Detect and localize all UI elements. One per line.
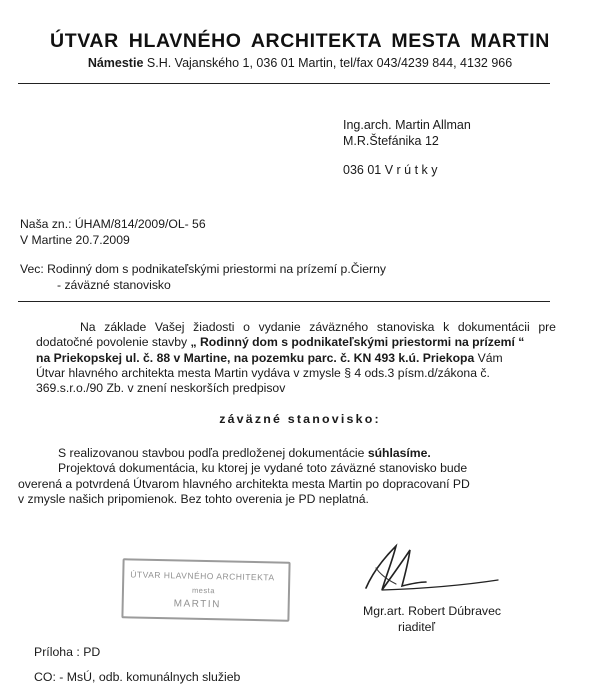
recipient-street: M.R.Štefánika 12 (343, 134, 439, 148)
decision-verdict: súhlasíme. (367, 446, 431, 460)
word: dokumentácii (457, 320, 530, 334)
decision-line-1 (18, 446, 558, 461)
word: vydanie (258, 320, 301, 334)
stamp-line-2: mesta (191, 585, 216, 596)
word: základe (104, 320, 147, 334)
decision-text: S realizovanou stavbou podľa predloženej dokumentácie (58, 446, 368, 460)
body-line-3 (36, 351, 556, 366)
word: žiadosti (193, 320, 235, 334)
letterhead-title: ÚTVAR HLAVNÉHO ARCHITEKTA MESTA MARTIN (50, 30, 550, 52)
project-location: na Priekopskej ul. č. 88 v Martine, na pozemku parc. č. KN 493 k.ú. Priekopa (36, 350, 475, 365)
body-text: Vám (474, 350, 503, 365)
subject-line: Vec: Rodinný dom s podnikateľskými priestormi na prízemí p.Čierny (20, 262, 386, 276)
body-line-5: 369.s.r.o./90 Zb. v znení neskorších predpisov (36, 381, 286, 396)
signatory-name: Mgr.art. Robert Dúbravec (363, 604, 502, 618)
letterhead-address (0, 56, 600, 70)
address-street-label: Námestie (87, 56, 144, 70)
attachment-note: Príloha : PD (34, 645, 101, 659)
body-paragraph (36, 320, 556, 396)
word: Vašej (154, 320, 185, 334)
word: Na (80, 320, 96, 334)
header-divider (18, 83, 550, 84)
body-line-4: Útvar hlavného architekta mesta Martin vydáva v zmysle § 4 ods.3 písm.d/zákona č. (36, 365, 490, 380)
recipient-name: Ing.arch. Martin Allman (343, 118, 471, 132)
handwritten-signature (352, 540, 502, 600)
subject-divider (18, 301, 550, 302)
word: stanoviska (376, 320, 435, 334)
word: o (243, 320, 250, 334)
subject-subline: - záväzné stanovisko (57, 278, 171, 292)
decision-line-3: overená a potvrdená Útvarom hlavného architekta mesta Martin po dopracovaní PD (18, 476, 470, 491)
body-line-2 (36, 335, 556, 350)
word: k (443, 320, 450, 334)
stamp-line-3: MARTIN (173, 598, 221, 611)
decision-line-2: Projektová dokumentácia, ku ktorej je vydané toto záväzné stanovisko bude (58, 461, 468, 476)
place-date: V Martine 20.7.2009 (20, 233, 130, 247)
body-text: dodatočné povolenie stavby (36, 335, 191, 350)
address-details: S.H. Vajanského 1, 036 01 Martin, tel/fax 043/4239 844, 4132 966 (143, 56, 513, 70)
copy-recipients: CO: - MsÚ, odb. komunálnych služieb (34, 670, 241, 684)
signatory-title: riaditeľ (398, 620, 436, 634)
recipient-city: 036 01 V r ú t k y (343, 163, 438, 177)
word: pre (538, 320, 556, 334)
stanovisko-heading: záväzné stanovisko: (219, 412, 381, 426)
project-name: „ Rodinný dom s podnikateľskými priestormi na prízemí “ (190, 335, 525, 350)
decision-paragraph (18, 446, 558, 507)
body-line-1 (58, 320, 556, 335)
decision-line-4: v zmysle našich pripomienok. Bez tohto overenia je PD neplatná. (18, 491, 369, 506)
our-reference: Naša zn.: ÚHAM/814/2009/OL- 56 (20, 217, 206, 231)
official-stamp (121, 558, 290, 622)
word: záväzného (309, 320, 369, 334)
stamp-line-1: ÚTVAR HLAVNÉHO ARCHITEKTA (130, 569, 275, 583)
